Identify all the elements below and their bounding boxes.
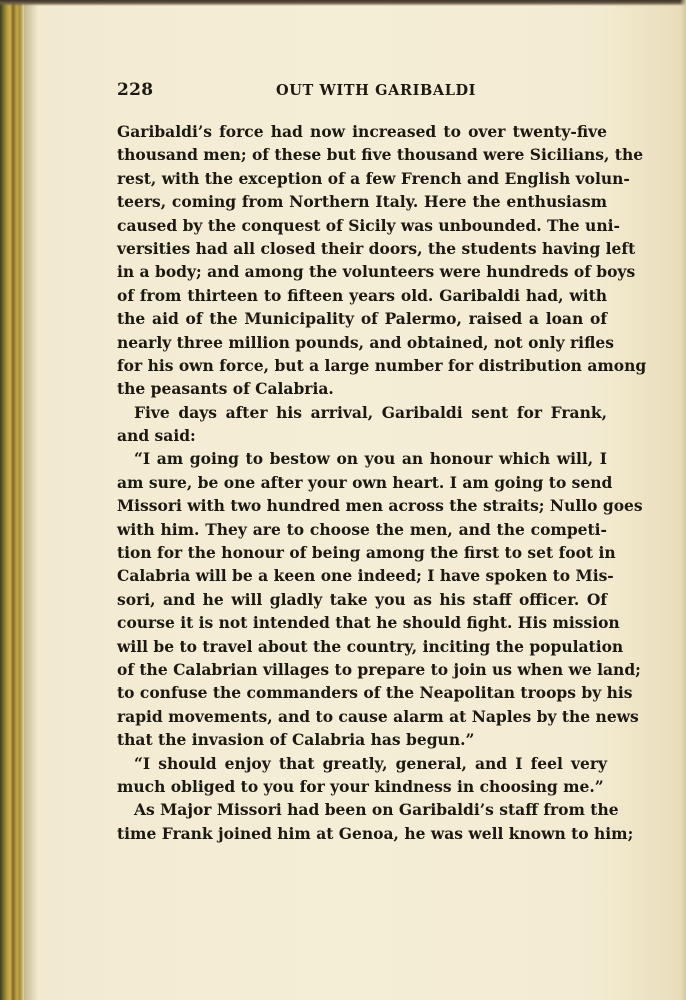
text-line: for his own force, but a large number for distribution among — [117, 355, 647, 375]
text-line: thousand men; of these but five thousand were Sicilians, the — [117, 145, 644, 165]
text-line: in a body; and among the volunteers were hundreds of boys — [117, 262, 636, 282]
text-line: tion for the honour of being among the first to set foot in — [117, 543, 616, 563]
text-line: of the Calabrian villages to prepare to join us when we land; — [117, 659, 641, 679]
text-line: the aid of the Municipality of Palermo, raised a loan of — [117, 309, 607, 329]
text-line: nearly three million pounds, and obtained, not only rifles — [117, 332, 614, 352]
text-line: that the invasion of Calabria has begun.” — [117, 730, 475, 750]
body-text — [117, 120, 647, 845]
book-binding-gutter — [0, 0, 24, 1000]
text-line: sori, and he will gladly take you as his staff officer. Of — [117, 589, 607, 609]
text-line: will be to travel about the country, inciting the population — [117, 636, 624, 656]
gutter-shadow — [24, 0, 38, 1000]
text-line: course it is not intended that he should fight. His mission — [117, 613, 620, 633]
text-line: with him. They are to choose the men, and the competi- — [117, 519, 607, 539]
text-line: “I am going to bestow on you an honour which will, I — [134, 449, 607, 469]
text-line: of from thirteen to fifteen years old. Garibaldi had, with — [117, 285, 607, 305]
top-edge — [0, 0, 686, 6]
text-line: “I should enjoy that greatly, general, and I feel very — [134, 753, 607, 773]
right-edge — [680, 0, 686, 1000]
text-line: am sure, be one after your own heart. I am going to send — [117, 472, 613, 492]
text-line: caused by the conquest of Sicily was unbounded. The uni- — [117, 215, 620, 235]
text-line: Missori with two hundred men across the straits; Nullo goes — [117, 496, 643, 516]
text-line: and said: — [117, 426, 196, 446]
text-line: As Major Missori had been on Garibaldi’s staff from the — [134, 800, 619, 820]
text-line: the peasants of Calabria. — [117, 379, 334, 399]
text-line: to confuse the commanders of the Neapolitan troops by his — [117, 683, 633, 703]
text-line: versities had all closed their doors, the students having left — [117, 238, 636, 258]
text-line: rapid movements, and to cause alarm at Naples by the news — [117, 706, 639, 726]
text-line: Calabria will be a keen one indeed; I have spoken to Mis- — [117, 566, 614, 586]
running-head: OUT WITH GARIBALDI — [276, 82, 477, 99]
text-line: teers, coming from Northern Italy. Here the enthusiasm — [117, 192, 607, 212]
text-line: Five days after his arrival, Garibaldi sent for Frank, — [134, 402, 607, 422]
text-line: Garibaldi’s force had now increased to over twenty-five — [117, 122, 607, 141]
text-line: much obliged to you for your kindness in choosing me.” — [117, 776, 604, 796]
text-line: time Frank joined him at Genoa, he was well known to him; — [117, 823, 634, 843]
text-line: rest, with the exception of a few French and English volun- — [117, 168, 630, 188]
page-number: 228 — [117, 80, 154, 100]
page-header — [117, 80, 607, 102]
